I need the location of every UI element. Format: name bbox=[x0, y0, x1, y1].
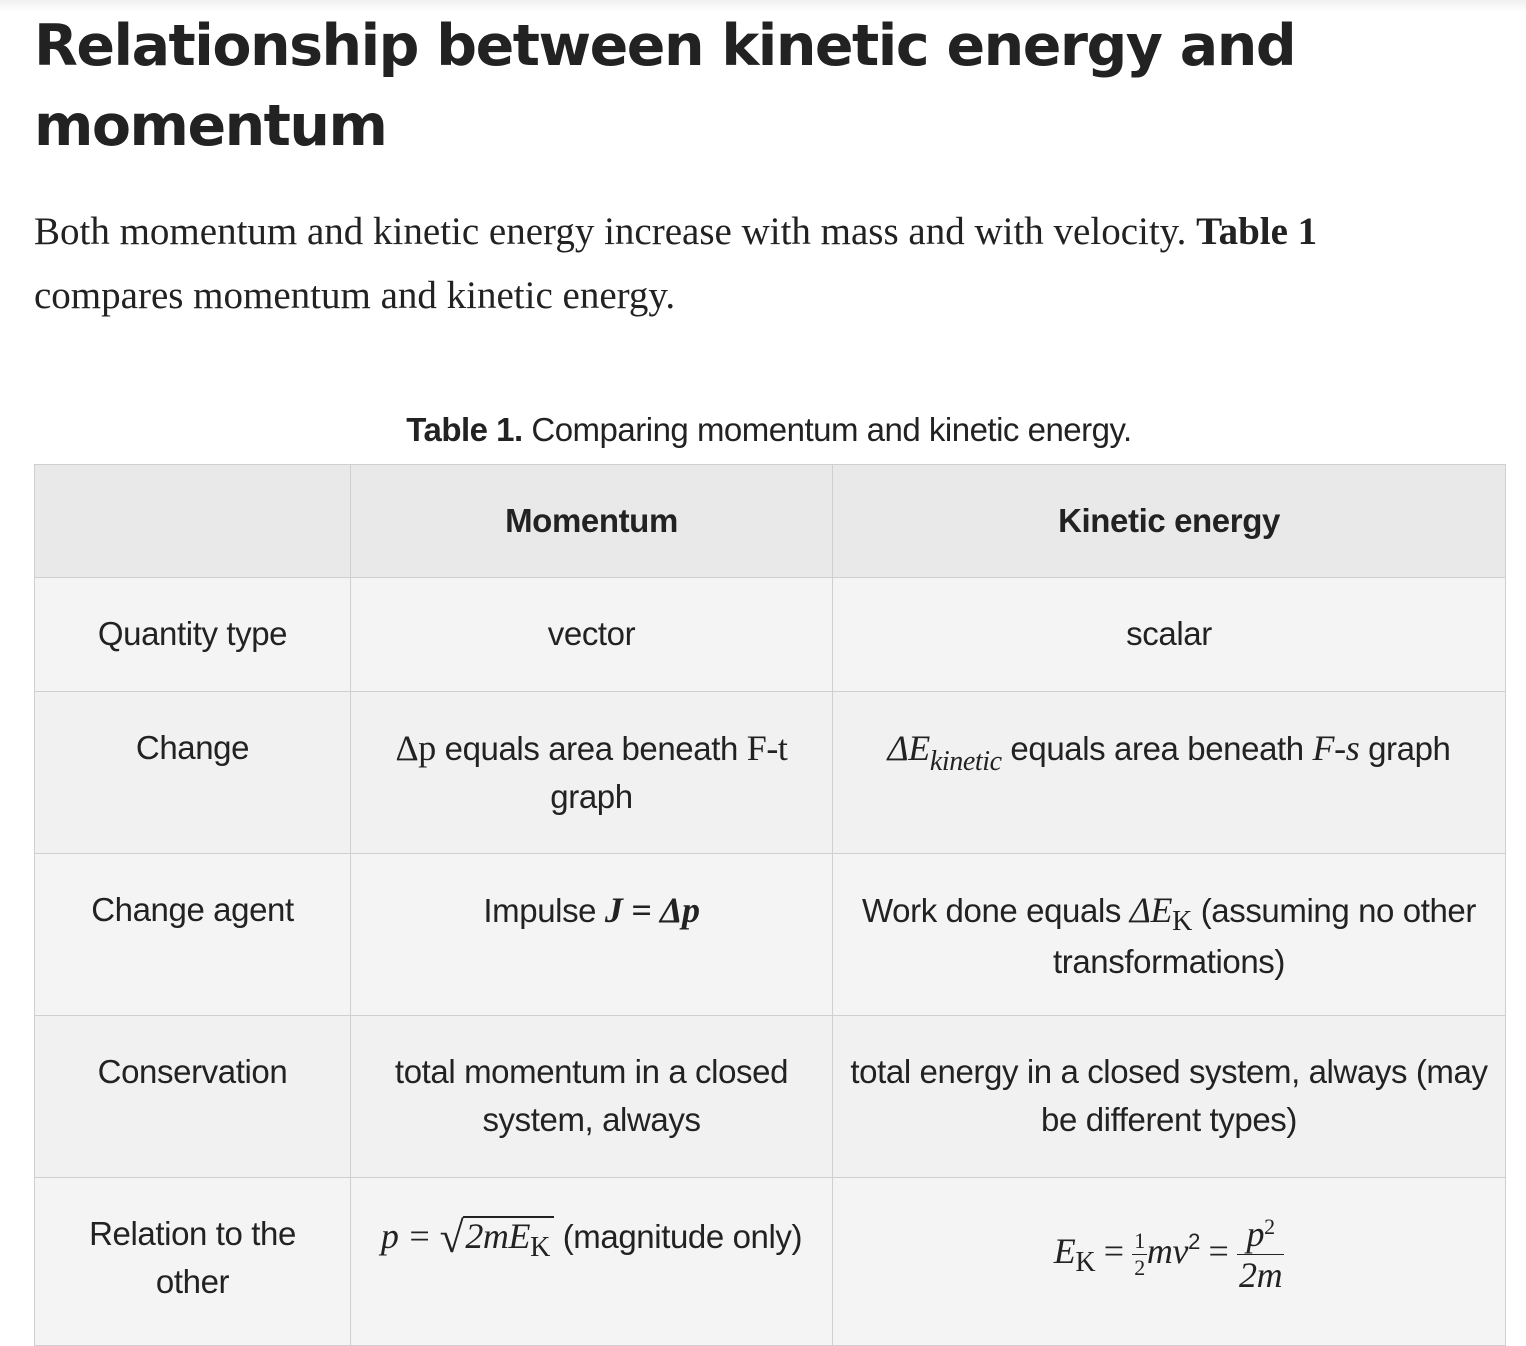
top-shadow bbox=[0, 0, 1526, 12]
change-momentum-text-2: graph bbox=[550, 778, 633, 815]
table-row-relation bbox=[35, 1178, 1506, 1346]
table-row-conservation bbox=[35, 1016, 1506, 1178]
kinetic-cell: total energy in a closed system, always (may be different types) bbox=[833, 1016, 1506, 1178]
header-kinetic-energy: Kinetic energy bbox=[833, 465, 1506, 578]
kinetic-energy-formula bbox=[1054, 1216, 1284, 1293]
row-label: Relation to the other bbox=[35, 1178, 351, 1346]
kinetic-cell bbox=[833, 854, 1506, 1016]
comparison-table bbox=[34, 464, 1506, 1346]
p-squared-numerator: $p^2$ bbox=[1237, 1216, 1284, 1255]
kinetic-cell: scalar bbox=[833, 578, 1506, 692]
header-momentum: Momentum bbox=[351, 465, 833, 578]
p-squared-sup: 2 bbox=[1264, 1214, 1275, 1239]
mv-superscript: 2 bbox=[1188, 1229, 1200, 1255]
table-caption bbox=[34, 410, 1504, 450]
magnitude-text: (magnitude only) bbox=[553, 1218, 803, 1255]
impulse-formula: J = Δp bbox=[604, 890, 700, 930]
equals-2: = bbox=[1199, 1231, 1238, 1272]
row-label: Change bbox=[35, 692, 351, 854]
p-squared-fraction bbox=[1237, 1216, 1284, 1293]
kinetic-cell bbox=[833, 692, 1506, 854]
table-row-change-agent bbox=[35, 854, 1506, 1016]
delta-ek-symbol: ΔE bbox=[1129, 890, 1173, 930]
work-text: Work done equals bbox=[862, 892, 1130, 929]
kinetic-subscript: kinetic bbox=[929, 746, 1002, 777]
work-text-2: (assuming no other transformations) bbox=[1052, 892, 1476, 980]
f-t-math: F-t bbox=[746, 728, 788, 768]
sqrt-radical-icon: √ bbox=[439, 1213, 464, 1262]
mv-term: mv bbox=[1146, 1231, 1189, 1272]
momentum-cell bbox=[351, 692, 833, 854]
ek-lhs-subscript: K bbox=[1075, 1247, 1096, 1279]
table-row-change bbox=[35, 692, 1506, 854]
change-kinetic-text-2: graph bbox=[1359, 730, 1451, 767]
k-subscript: K bbox=[1172, 906, 1192, 937]
row-label: Quantity type bbox=[35, 578, 351, 692]
radicand: 2mE bbox=[465, 1216, 531, 1256]
sqrt-expression bbox=[440, 1210, 554, 1264]
p-equals: p = bbox=[380, 1216, 440, 1256]
change-kinetic-text: equals area beneath bbox=[1001, 730, 1313, 767]
radicand-subscript: K bbox=[530, 1232, 550, 1263]
one-half-fraction bbox=[1132, 1230, 1147, 1279]
momentum-cell bbox=[351, 1178, 833, 1346]
row-label: Change agent bbox=[35, 854, 351, 1016]
change-momentum-text: equals area beneath bbox=[435, 730, 747, 767]
intro-paragraph bbox=[34, 200, 1474, 328]
row-label: Conservation bbox=[35, 1016, 351, 1178]
momentum-cell: total momentum in a closed system, always bbox=[351, 1016, 833, 1178]
table-caption-label: Table 1. bbox=[406, 411, 523, 448]
equals-1: = bbox=[1095, 1231, 1133, 1272]
ek-lhs: E bbox=[1053, 1231, 1076, 1272]
intro-text-after: compares momentum and kinetic energy. bbox=[34, 274, 676, 317]
momentum-cell bbox=[351, 854, 833, 1016]
table-header-row bbox=[35, 465, 1506, 578]
p-squared-denominator: 2m bbox=[1239, 1255, 1283, 1295]
f-s-math: F-s bbox=[1312, 728, 1360, 768]
table-row-quantity-type bbox=[35, 578, 1506, 692]
momentum-cell: vector bbox=[351, 578, 833, 692]
intro-table-ref: Table 1 bbox=[1196, 210, 1318, 253]
table-caption-text: Comparing momentum and kinetic energy. bbox=[522, 411, 1132, 448]
impulse-text: Impulse bbox=[483, 892, 605, 929]
header-empty bbox=[35, 465, 351, 578]
intro-text-before: Both momentum and kinetic energy increase with mass and with velocity. bbox=[34, 210, 1197, 253]
kinetic-cell bbox=[833, 1178, 1506, 1346]
one-half-numerator: 1 bbox=[1134, 1228, 1145, 1253]
one-half-denominator: 2 bbox=[1134, 1255, 1145, 1280]
delta-e-symbol: ΔE bbox=[887, 728, 930, 768]
delta-p-symbol: Δp bbox=[395, 728, 436, 768]
page-title: Relationship between kinetic energy and momentum bbox=[34, 13, 1296, 159]
